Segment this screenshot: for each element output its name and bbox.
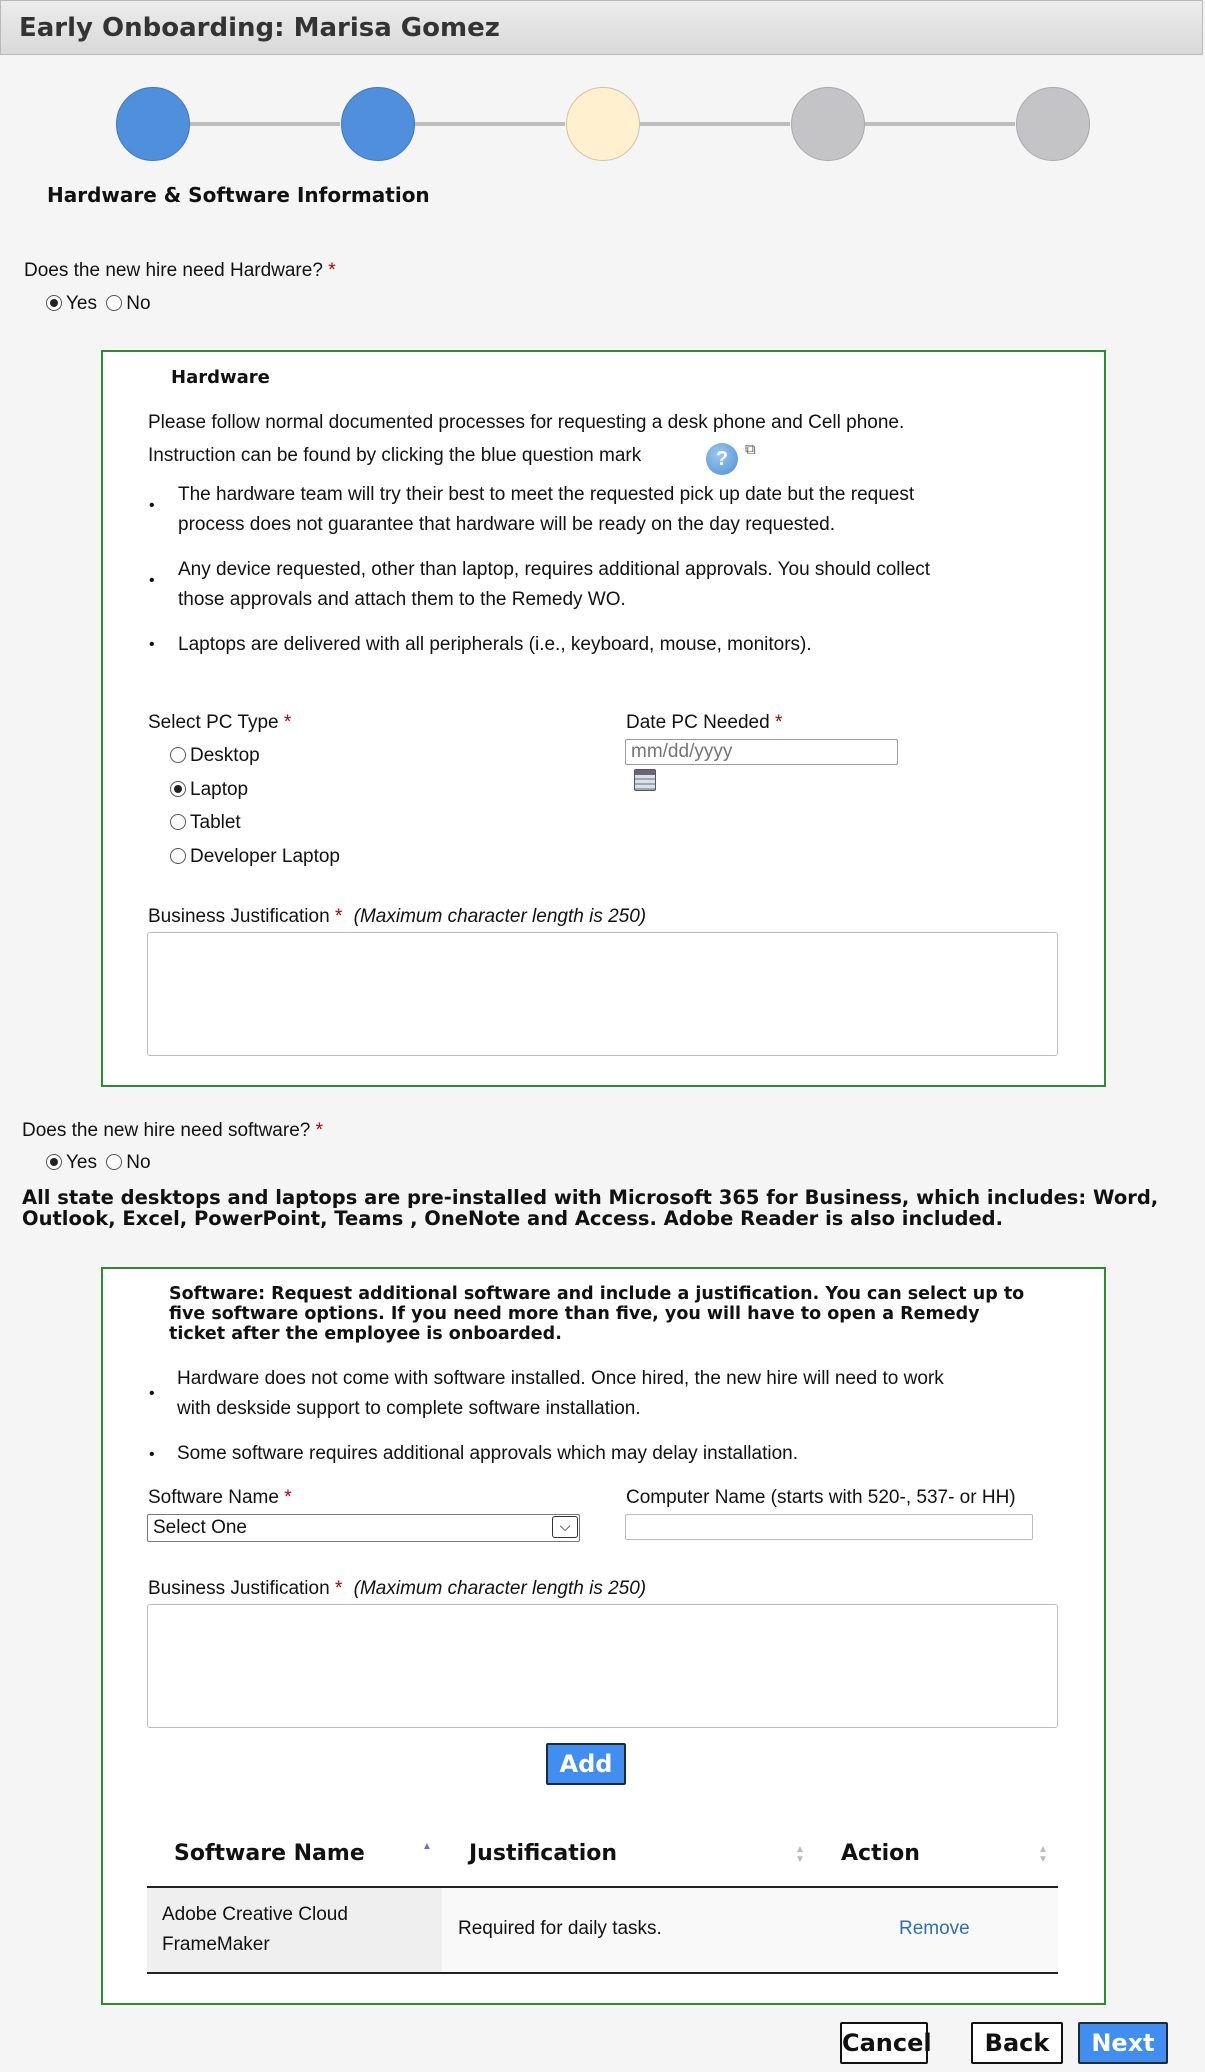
hardware-yes-option[interactable] [46, 293, 97, 314]
sort-icon[interactable]: ▲ ▼ [1038, 1844, 1048, 1865]
hardware-intro-line1: Please follow normal documented processes for requesting a desk phone and Cell phone. [148, 412, 905, 433]
step-connector [415, 122, 565, 126]
column-header-justification[interactable]: Justification [469, 1841, 618, 1866]
bullet-icon: • [149, 497, 155, 514]
hardware-question [24, 260, 336, 282]
sort-icon[interactable]: ▲ ▼ [795, 1844, 805, 1865]
required-marker: * [334, 1578, 343, 1599]
heading-line: Software: Request additional software and include a justification. You can select up to [169, 1284, 1025, 1304]
required-marker: * [315, 1120, 324, 1141]
next-button[interactable]: Next [1078, 2022, 1168, 2064]
note-line: Outlook, Excel, PowerPoint, Teams , OneNote and Access. Adobe Reader is also included. [22, 1207, 1004, 1230]
pc-type-option-laptop[interactable] [170, 779, 248, 801]
table-row [147, 1888, 1058, 1972]
software-name-label [148, 1487, 292, 1509]
pc-type-label [148, 712, 291, 734]
computer-name-input[interactable] [625, 1514, 1033, 1540]
bullet-icon: • [149, 1446, 155, 1463]
hardware-bullet-1 [178, 480, 914, 540]
required-marker: * [774, 712, 783, 733]
date-needed-label [626, 712, 782, 734]
software-name-select[interactable] [147, 1514, 580, 1542]
software-bullet-2 [177, 1439, 798, 1469]
question-mark-icon[interactable]: ? [706, 443, 738, 475]
bullet-line: Any device requested, other than laptop, requires additional approvals. You should collect [178, 559, 931, 580]
radio-developer-laptop[interactable] [170, 848, 186, 864]
note-line: All state desktops and laptops are pre-installed with Microsoft 365 for Business, which includes: Word, [22, 1186, 1159, 1209]
radio-laptop[interactable] [170, 781, 186, 797]
remove-link[interactable]: Remove [899, 1918, 970, 1939]
bullet-line: those approvals and attach them to the Remedy WO. [178, 589, 626, 610]
laptop-label: Laptop [190, 779, 249, 800]
software-question-label: Does the new hire need software? [22, 1120, 311, 1141]
required-marker: * [283, 712, 292, 733]
yes-label: Yes [66, 293, 97, 314]
step-3 [566, 87, 640, 161]
software-justification-label [148, 1578, 646, 1600]
bullet-line: process does not guarantee that hardware will be ready on the day requested. [178, 514, 835, 535]
yes-label: Yes [66, 1152, 97, 1173]
hardware-justification-textarea[interactable] [147, 932, 1058, 1056]
bullet-icon: • [149, 1385, 155, 1402]
pc-type-option-developer-laptop[interactable] [170, 846, 340, 868]
software-name-label-text: Software Name [148, 1487, 279, 1508]
section-title: Hardware & Software Information [47, 183, 430, 207]
hardware-radio-group [46, 293, 151, 315]
cell-justification: Required for daily tasks. [458, 1918, 662, 1939]
date-needed-label-text: Date PC Needed [626, 712, 770, 733]
hardware-bullet-3 [178, 630, 812, 660]
hardware-question-label: Does the new hire need Hardware? [24, 260, 323, 281]
hardware-bullet-2 [178, 555, 930, 615]
step-1 [116, 87, 190, 161]
software-no-option[interactable] [106, 1152, 150, 1173]
bullet-icon: • [149, 636, 155, 653]
software-name-line: Adobe Creative Cloud [162, 1904, 348, 1925]
bullet-line: Some software requires additional approvals which may delay installation. [177, 1443, 798, 1464]
step-connector [865, 122, 1015, 126]
radio-tablet[interactable] [170, 814, 186, 830]
external-link-icon[interactable]: ⧉ [745, 441, 756, 458]
pc-type-option-desktop[interactable] [170, 745, 260, 767]
window-titlebar [0, 0, 1203, 55]
software-question [22, 1120, 323, 1142]
add-button[interactable]: Add [546, 1743, 626, 1785]
justification-hint: (Maximum character length is 250) [353, 906, 647, 927]
software-bullet-1 [177, 1364, 944, 1424]
hardware-intro-line2: Instruction can be found by clicking the blue question mark [148, 445, 642, 466]
required-marker: * [328, 260, 336, 281]
software-name-line: FrameMaker [162, 1934, 270, 1955]
pc-type-label-text: Select PC Type [148, 712, 279, 733]
justification-hint: (Maximum character length is 250) [353, 1578, 647, 1599]
software-yes-option[interactable] [46, 1152, 97, 1173]
bullet-icon: • [149, 572, 155, 589]
heading-line: ticket after the employee is onboarded. [169, 1324, 562, 1344]
software-preinstalled-note [22, 1187, 1158, 1229]
step-connector [640, 122, 790, 126]
software-justification-textarea[interactable] [147, 1604, 1058, 1728]
radio-no-hardware[interactable] [106, 295, 122, 311]
software-radio-group [46, 1152, 151, 1174]
required-marker: * [284, 1487, 292, 1508]
chevron-down-icon[interactable]: ⌵ [552, 1516, 578, 1538]
no-label: No [126, 293, 151, 314]
sort-ascending-icon[interactable]: ▲ [422, 1841, 432, 1852]
radio-desktop[interactable] [170, 747, 186, 763]
radio-no-software[interactable] [106, 1154, 122, 1170]
computer-name-label: Computer Name (starts with 520-, 537- or HH) [626, 1487, 1016, 1508]
bullet-line: Laptops are delivered with all peripherals (i.e., keyboard, mouse, monitors). [178, 634, 812, 655]
date-needed-input[interactable] [625, 739, 898, 765]
back-button[interactable]: Back [971, 2022, 1063, 2064]
hardware-justification-label [148, 906, 646, 928]
hardware-no-option[interactable] [106, 293, 150, 314]
step-connector [190, 122, 340, 126]
software-name-selected: Select One [153, 1517, 247, 1538]
required-marker: * [334, 906, 343, 927]
table-bottom-border [147, 1972, 1058, 1974]
desktop-label: Desktop [190, 745, 260, 766]
developer-laptop-label: Developer Laptop [190, 846, 340, 867]
hardware-panel-heading: Hardware [171, 367, 270, 388]
tablet-label: Tablet [190, 812, 241, 833]
bullet-line: The hardware team will try their best to meet the requested pick up date but the request [178, 484, 915, 505]
cancel-button[interactable]: Cancel [840, 2022, 928, 2064]
page-title: Early Onboarding: Marisa Gomez [19, 13, 500, 43]
bullet-line: with deskside support to complete software installation. [177, 1398, 641, 1419]
heading-line: five software options. If you need more than five, you will have to open a Remedy [169, 1304, 980, 1324]
step-2 [341, 87, 415, 161]
bullet-line: Hardware does not come with software installed. Once hired, the new hire will need to work [177, 1368, 944, 1389]
justification-label-text: Business Justification [148, 1578, 330, 1599]
software-panel-heading [169, 1284, 1024, 1344]
justification-label-text: Business Justification [148, 906, 330, 927]
step-5 [1016, 87, 1090, 161]
cell-software-name [162, 1900, 348, 1960]
radio-yes-hardware[interactable] [46, 295, 62, 311]
calendar-icon[interactable] [634, 769, 656, 791]
no-label: No [126, 1152, 151, 1173]
radio-yes-software[interactable] [46, 1154, 62, 1170]
pc-type-option-tablet[interactable] [170, 812, 241, 834]
column-header-software-name[interactable]: Software Name [174, 1841, 365, 1866]
step-4 [791, 87, 865, 161]
column-header-action[interactable]: Action [841, 1841, 920, 1866]
